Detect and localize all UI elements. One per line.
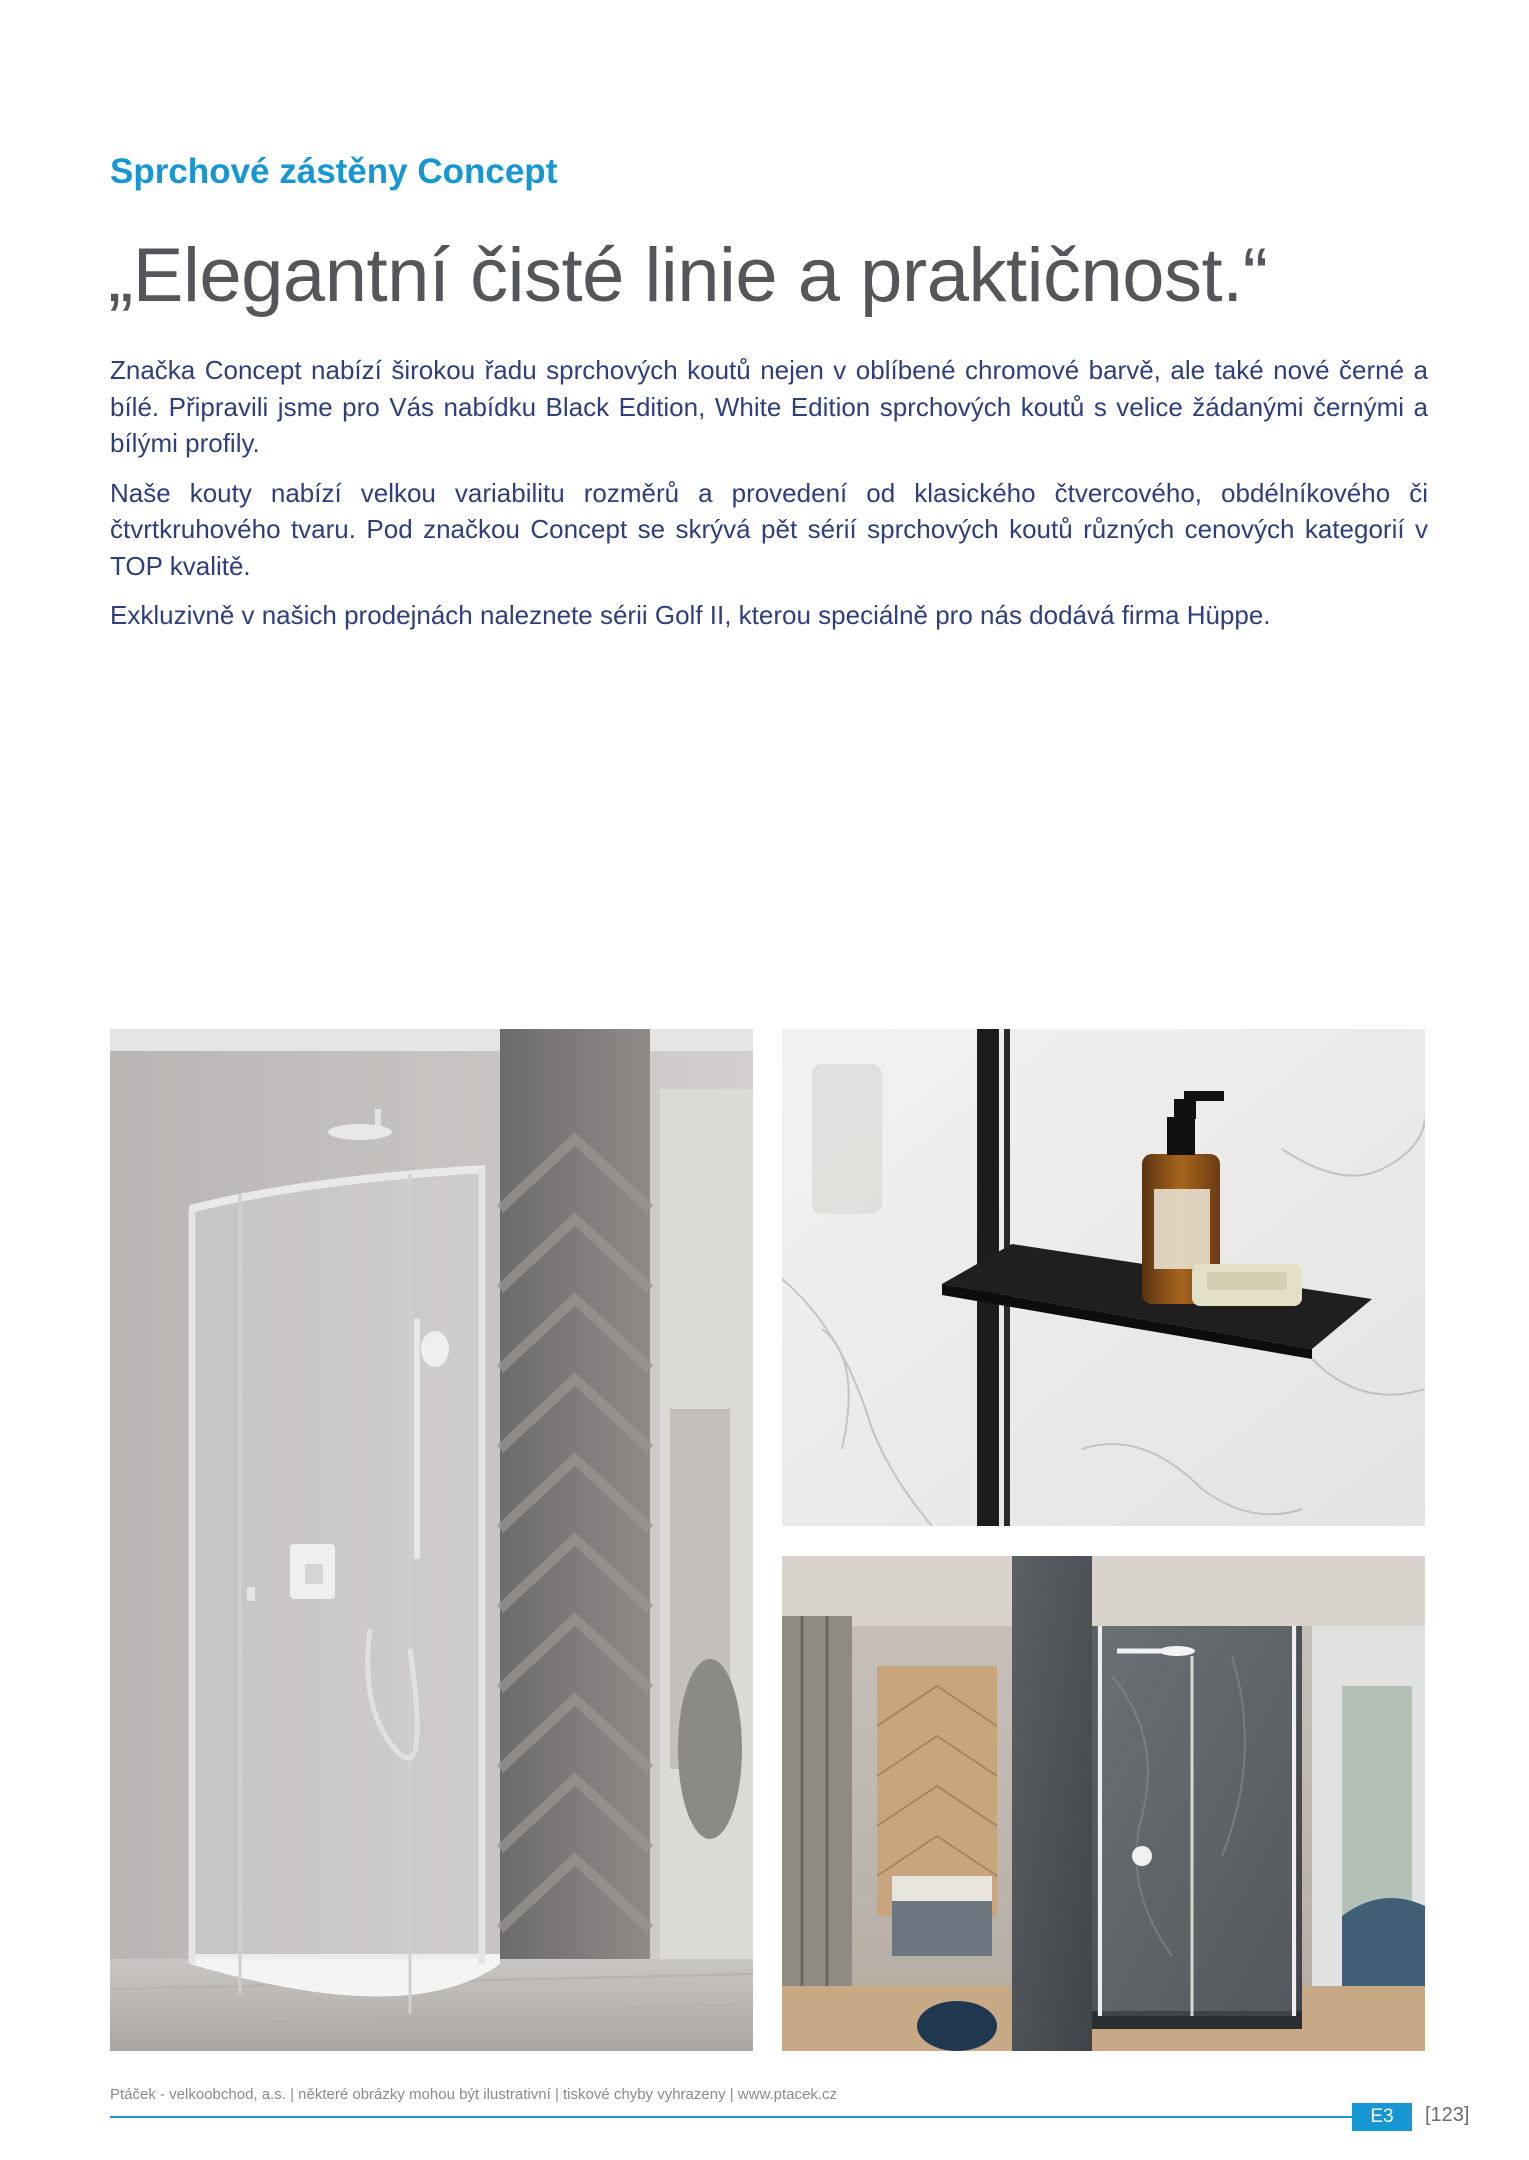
paragraph: Naše kouty nabízí velkou variabilitu rozměrů a provedení od klasického čtvercového, obdélníkového či čtvrtkruhového tvaru. Pod značkou Concept se skrývá pět sérií sprchových koutů různých cenových kategorií v TOP kvalitě. <box>110 477 1428 581</box>
footer-divider <box>110 2116 1352 2118</box>
paragraph: Značka Concept nabízí širokou řadu sprchových koutů nejen v oblíbené chromové barvě, ale také nové černé a bílé. Připravili jsme pro Vás nabídku Black Edition, White Edition sprchových koutů s velice žádanými černými a bílými profily. <box>110 355 1428 458</box>
page-code-badge: E3 <box>1352 2103 1412 2131</box>
page-number: [123] <box>1425 2104 1470 2126</box>
page-headline: „Elegantní čisté linie a praktičnost.“ <box>108 233 1268 318</box>
photo-quarter-round-shower-enclosure <box>110 1029 753 2051</box>
photo-walk-in-shower-interior <box>782 1556 1425 2051</box>
section-label: Sprchové zástěny Concept <box>110 152 558 191</box>
footer-text: Ptáček - velkoobchod, a.s. | některé obrázky mohou být ilustrativní | tiskové chyby vyhrazeny | www.ptacek.cz <box>110 2086 838 2103</box>
photo-black-shelf-detail <box>782 1029 1425 1526</box>
body-text <box>110 352 1428 647</box>
paragraph: Exkluzivně v našich prodejnách naleznete sérii Golf II, kterou speciálně pro nás dodává firma Hüppe. <box>110 600 1271 630</box>
